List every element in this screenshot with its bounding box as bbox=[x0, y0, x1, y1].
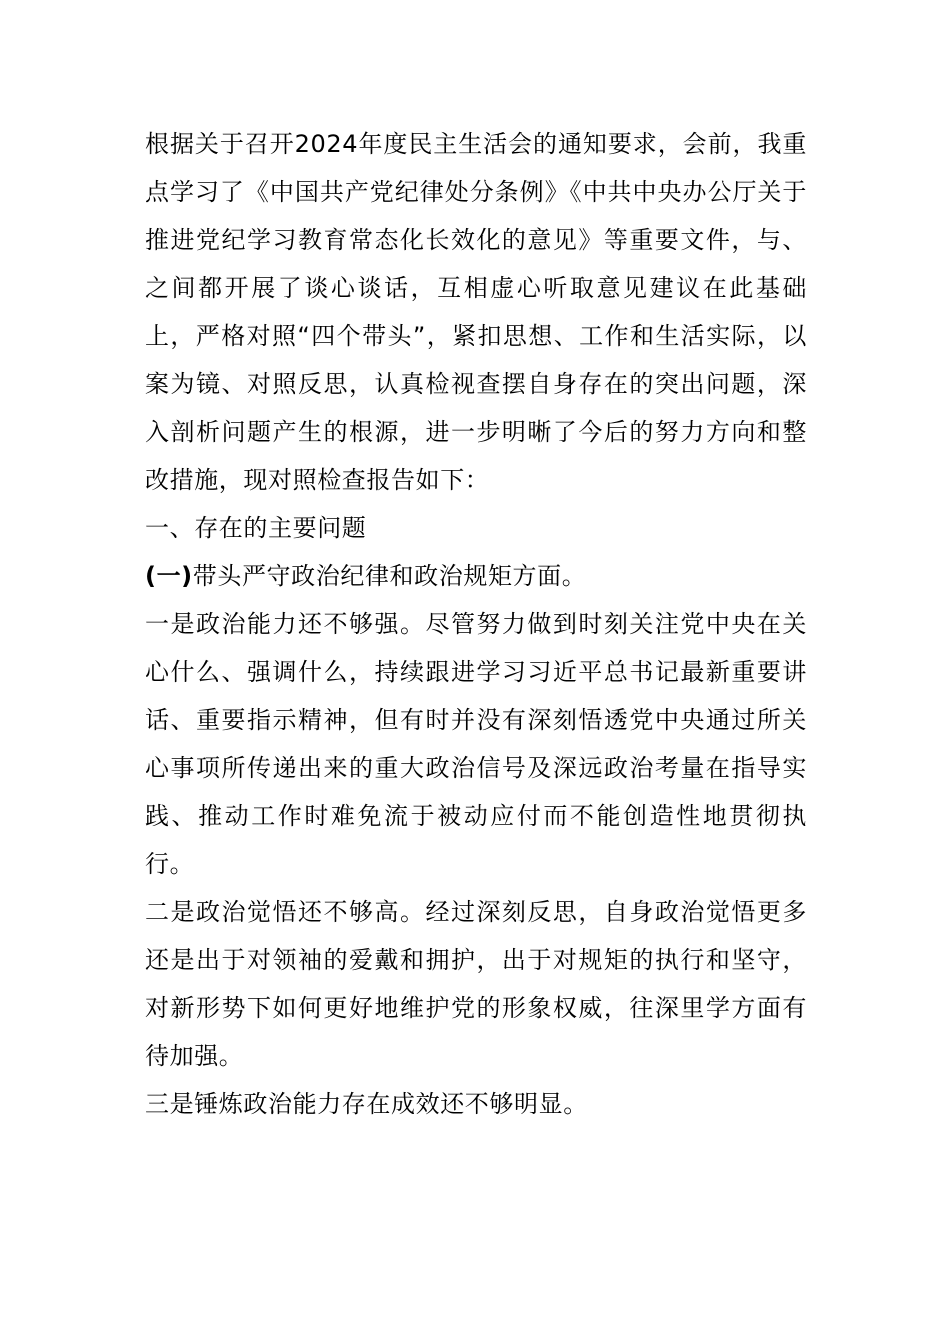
problem-point-3: 三是锤炼政治能力存在成效还不够明显。 bbox=[145, 1090, 588, 1118]
intro-paragraph: 根据关于召开2024年度民主生活会的通知要求，会前，我重点学习了《中国共产党纪律处分条例》《中共中央办公厅关于推进党纪学习教育常态化长效化的意见》等重要文件，与、之间都开展了谈心谈话，互相虚心听取意见建议在此基础上，严格对照“四个带头”，紧扣思想、工作和生活实际，以案为镜、对照反思，认真检视查摆自身存在的突出问题，深入剖析问题产生的根源，进一步明晰了今后的努力方向和整改措施，现对照检查报告如下： bbox=[145, 130, 807, 494]
subsection-title: 带头严守政治纪律和政治规矩方面。 bbox=[192, 562, 587, 590]
document-body bbox=[145, 120, 807, 1128]
problem-point-1: 一是政治能力还不够强。尽管努力做到时刻关注党中央在关心什么、强调什么，持续跟进学习习近平总书记最新重要讲话、重要指示精神，但有时并没有深刻悟透党中央通过所关心事项所传递出来的重大政治信号及深远政治考量在指导实践、推动工作时难免流于被动应付而不能创造性地贯彻执行。 bbox=[145, 610, 807, 878]
subsection-number: (一) bbox=[145, 562, 193, 590]
section-heading-main-problems: 一、存在的主要问题 bbox=[145, 514, 367, 542]
subsection-heading-political-discipline bbox=[145, 552, 807, 600]
problem-point-2: 二是政治觉悟还不够高。经过深刻反思，自身政治觉悟更多还是出于对领袖的爱戴和拥护，出于对规矩的执行和坚守，对新形势下如何更好地维护党的形象权威，往深里学方面有待加强。 bbox=[145, 898, 807, 1070]
